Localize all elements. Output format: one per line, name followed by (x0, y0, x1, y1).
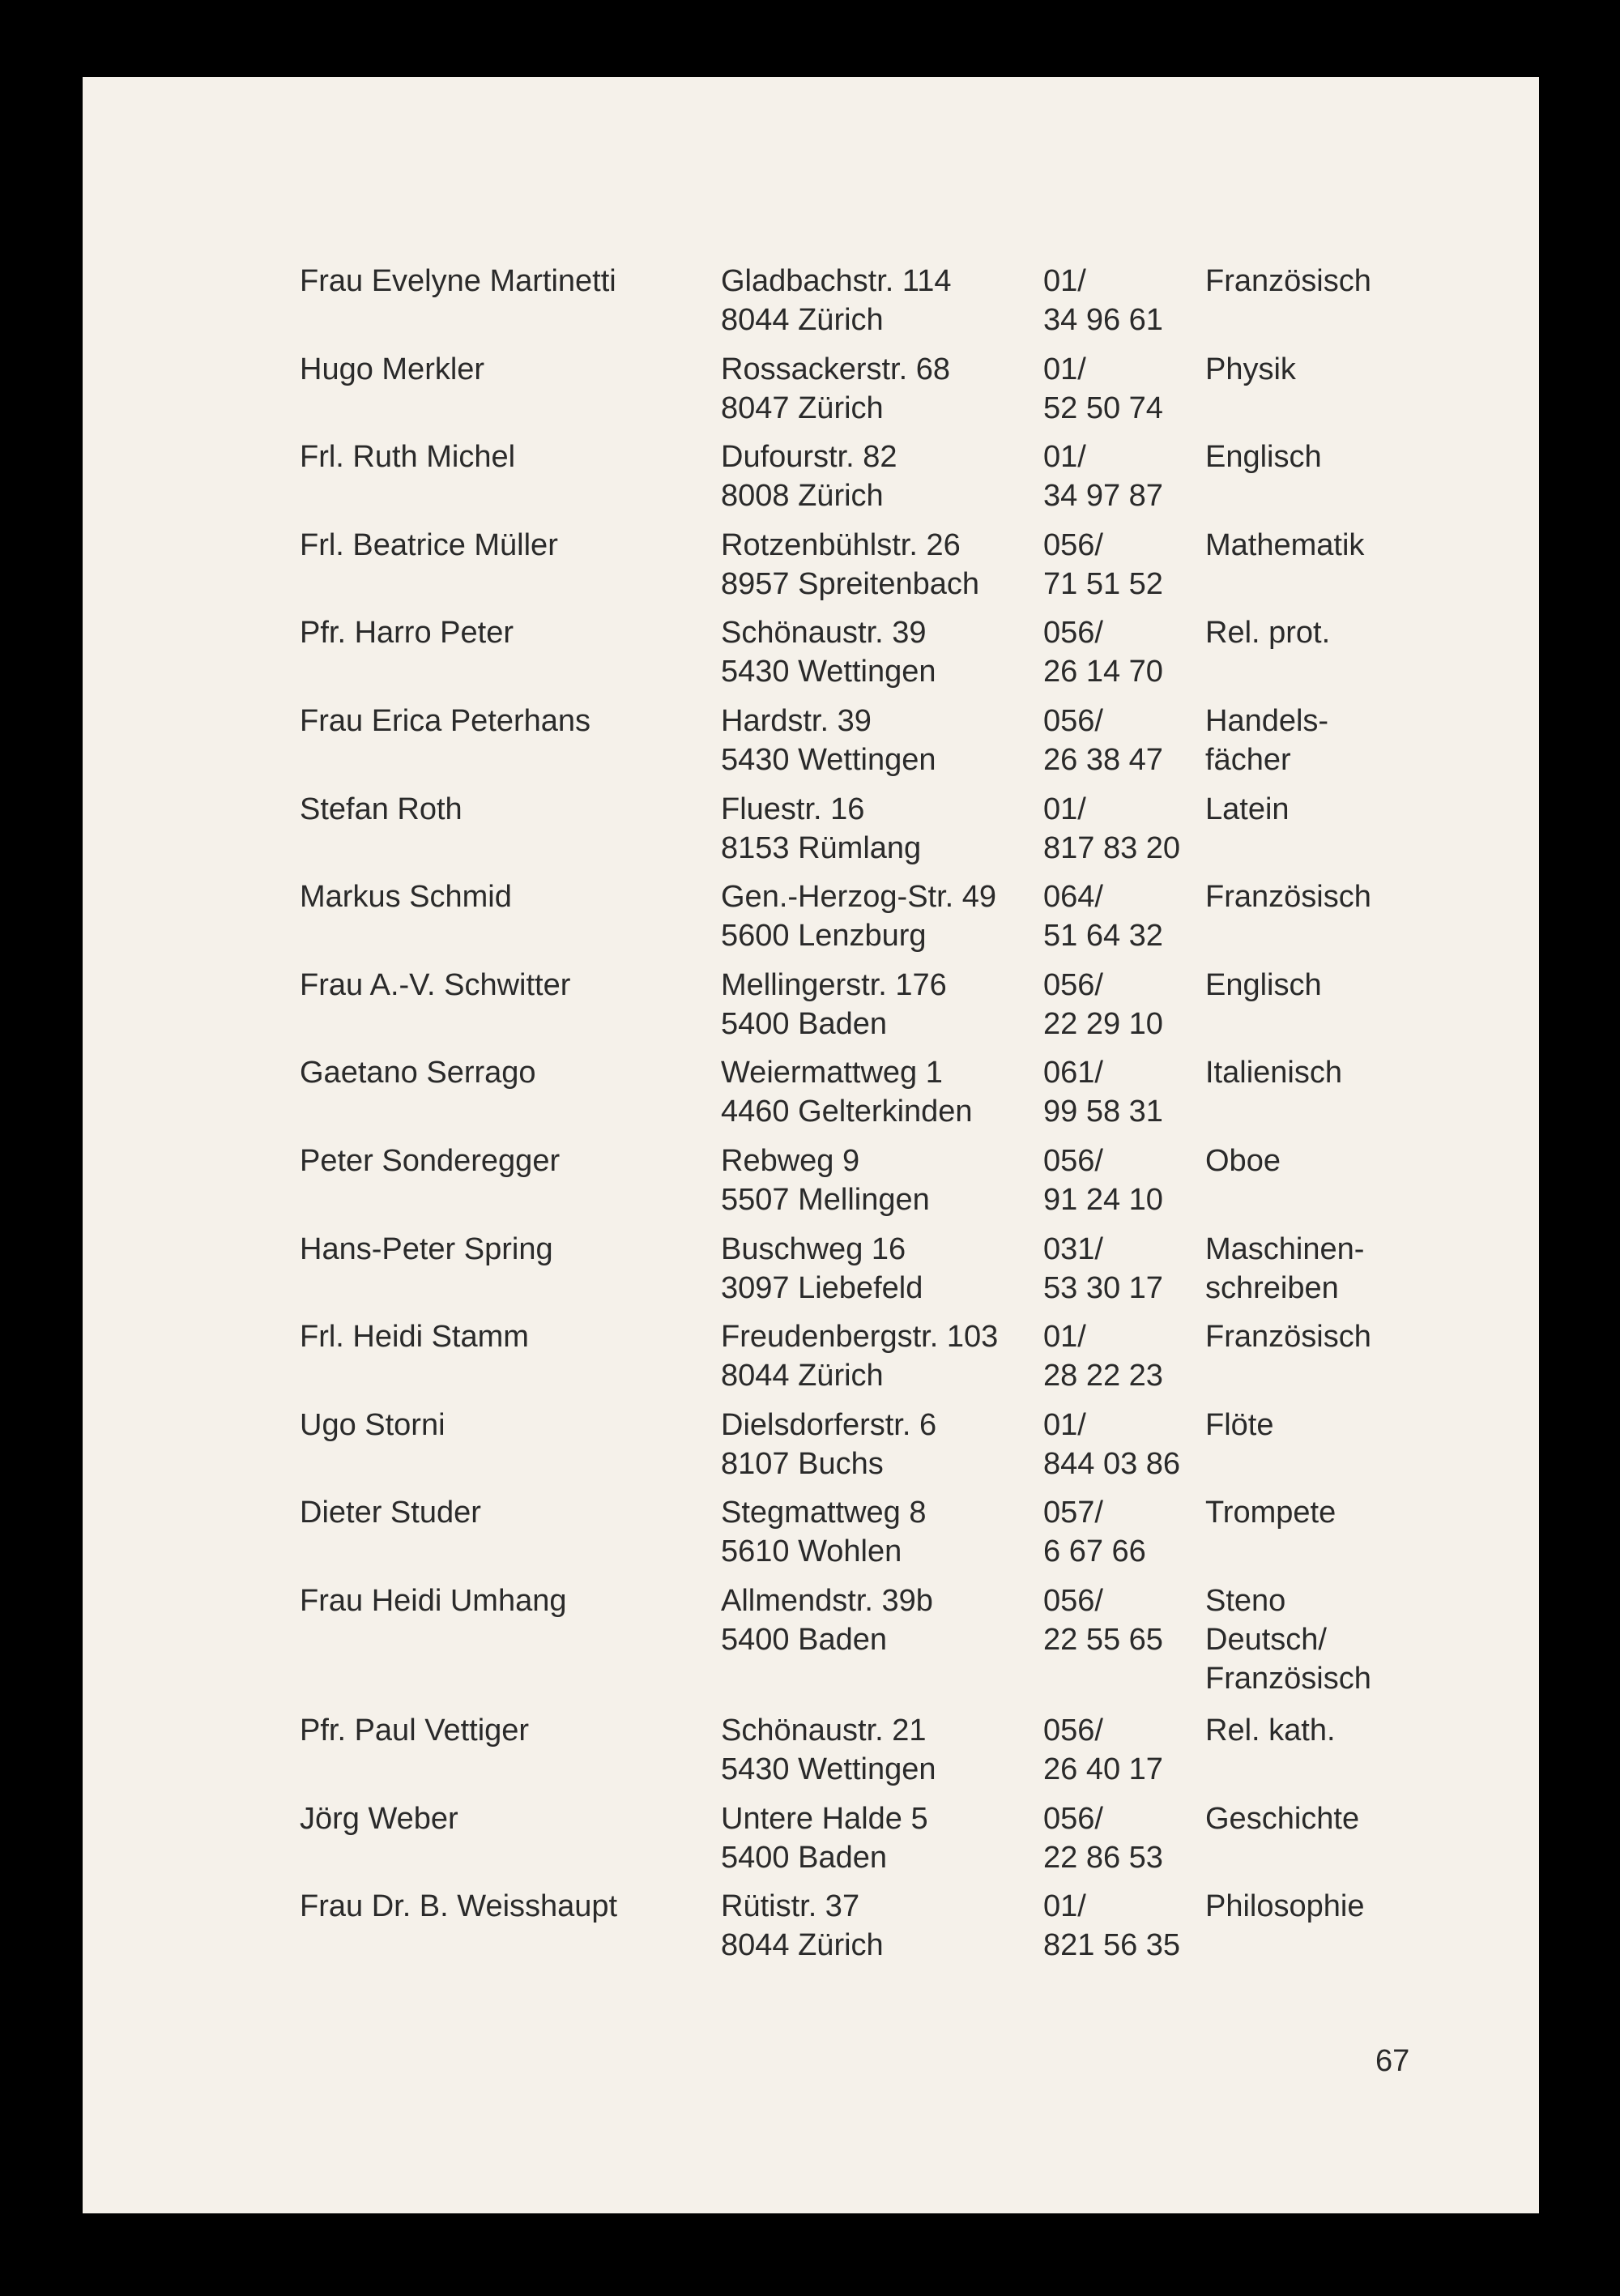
street-address: Schönaustr. 39 (721, 616, 927, 651)
subject-line: Englisch (1205, 967, 1322, 1002)
area-code: 056/ (1043, 703, 1103, 738)
street-address: Rütistr. 37 (721, 1889, 860, 1924)
postal-city: 8957 Spreitenbach (721, 566, 980, 601)
postal-city: 8153 Rümlang (721, 830, 922, 865)
directory-entry (300, 1711, 1515, 1799)
entry-address-cell (721, 1406, 936, 1483)
entry-subject-cell (1205, 1493, 1336, 1532)
entry-address-cell (721, 350, 950, 428)
street-address: Untere Halde 5 (721, 1801, 928, 1836)
directory-entry (300, 877, 1515, 966)
entry-subject-cell (1205, 1406, 1273, 1445)
subject-line: Flöte (1205, 1407, 1274, 1442)
street-address: Rossackerstr. 68 (721, 352, 950, 386)
postal-city: 8107 Buchs (721, 1446, 884, 1481)
entry-name-cell (300, 1493, 481, 1532)
phone-number: 99 58 31 (1043, 1095, 1163, 1129)
entry-phone-cell (1043, 526, 1163, 604)
subject-line: Oboe (1205, 1143, 1281, 1178)
document-page (83, 77, 1539, 2213)
entry-name-cell (300, 1317, 529, 1356)
entry-subject-cell (1205, 526, 1364, 565)
entry-name-cell (300, 350, 484, 389)
subject-line: Französisch (1205, 880, 1371, 915)
entry-name-cell (300, 1799, 458, 1838)
directory-entry (300, 790, 1515, 878)
subject-line: Steno (1205, 1583, 1286, 1618)
directory-entry (300, 1887, 1515, 1975)
area-code: 061/ (1043, 1056, 1103, 1090)
directory-entry (300, 437, 1515, 526)
area-code: 01/ (1043, 264, 1086, 298)
entry-phone-cell (1043, 1142, 1163, 1219)
phone-number: 22 86 53 (1043, 1840, 1163, 1875)
area-code: 01/ (1043, 352, 1086, 386)
entry-name-cell (300, 966, 570, 1005)
entry-subject-cell (1205, 1887, 1364, 1926)
subject-line: Philosophie (1205, 1889, 1365, 1924)
entry-name-cell (300, 790, 463, 829)
phone-number: 6 67 66 (1043, 1534, 1146, 1569)
entry-address-cell (721, 1711, 936, 1789)
area-code: 056/ (1043, 1143, 1103, 1178)
postal-city: 5610 Wohlen (721, 1534, 902, 1569)
entry-subject-cell (1205, 1799, 1359, 1838)
area-code: 01/ (1043, 1320, 1086, 1355)
entry-name-cell (300, 1887, 617, 1926)
entry-subject-cell (1205, 790, 1290, 829)
page-number: 67 (1375, 2044, 1410, 2078)
entry-name-cell (300, 613, 514, 652)
entry-address-cell (721, 877, 996, 955)
phone-number: 26 40 17 (1043, 1752, 1163, 1786)
subject-line: Handels- (1205, 703, 1329, 738)
directory-entry (300, 526, 1515, 614)
entry-address-cell (721, 1053, 973, 1131)
person-name: Stefan Roth (300, 792, 463, 826)
entry-subject-cell (1205, 1142, 1281, 1180)
street-address: Dielsdorferstr. 6 (721, 1407, 937, 1442)
entry-subject-cell (1205, 1711, 1336, 1750)
person-name: Dieter Studer (300, 1496, 481, 1530)
directory-entry (300, 613, 1515, 702)
entry-subject-cell (1205, 966, 1322, 1005)
entry-address-cell (721, 613, 936, 691)
area-code: 064/ (1043, 880, 1103, 915)
phone-number: 51 64 32 (1043, 919, 1163, 954)
postal-city: 4460 Gelterkinden (721, 1095, 973, 1129)
entry-phone-cell (1043, 1581, 1163, 1659)
entry-phone-cell (1043, 437, 1163, 515)
street-address: Gen.-Herzog-Str. 49 (721, 880, 997, 915)
entry-subject-cell (1205, 1317, 1371, 1356)
entry-phone-cell (1043, 877, 1163, 955)
entry-address-cell (721, 437, 897, 515)
entry-address-cell (721, 526, 979, 604)
subject-line: Deutsch/ (1205, 1622, 1327, 1657)
postal-city: 5430 Wettingen (721, 742, 936, 777)
area-code: 01/ (1043, 1889, 1086, 1924)
person-name: Ugo Storni (300, 1407, 446, 1442)
subject-line: Französisch (1205, 1320, 1371, 1355)
subject-line: fächer (1205, 742, 1291, 777)
street-address: Gladbachstr. 114 (721, 264, 952, 298)
street-address: Stegmattweg 8 (721, 1496, 927, 1530)
directory-entry (300, 702, 1515, 790)
person-name: Frau Heidi Umhang (300, 1583, 567, 1618)
phone-number: 34 96 61 (1043, 303, 1163, 337)
directory-entry (300, 1799, 1515, 1888)
entry-phone-cell (1043, 1230, 1163, 1308)
entry-address-cell (721, 790, 921, 868)
entry-subject-cell (1205, 1581, 1371, 1698)
directory-entry (300, 350, 1515, 438)
person-name: Markus Schmid (300, 880, 512, 915)
phone-number: 817 83 20 (1043, 830, 1181, 865)
entry-address-cell (721, 1581, 933, 1659)
entry-subject-cell (1205, 702, 1328, 779)
entry-phone-cell (1043, 613, 1163, 691)
person-name: Frl. Ruth Michel (300, 440, 516, 475)
subject-line: Französisch (1205, 1661, 1371, 1696)
area-code: 056/ (1043, 616, 1103, 651)
postal-city: 8044 Zürich (721, 1928, 884, 1963)
person-name: Hans-Peter Spring (300, 1231, 553, 1266)
entry-address-cell (721, 1799, 928, 1877)
entry-name-cell (300, 262, 616, 301)
area-code: 01/ (1043, 440, 1086, 475)
subject-line: Geschichte (1205, 1801, 1360, 1836)
directory-entry (300, 262, 1515, 350)
phone-number: 71 51 52 (1043, 566, 1163, 601)
directory-entry (300, 1053, 1515, 1142)
area-code: 031/ (1043, 1231, 1103, 1266)
postal-city: 5400 Baden (721, 1840, 887, 1875)
entry-phone-cell (1043, 1053, 1163, 1131)
area-code: 056/ (1043, 1801, 1103, 1836)
subject-line: Italienisch (1205, 1056, 1342, 1090)
person-name: Pfr. Paul Vettiger (300, 1713, 530, 1748)
street-address: Rebweg 9 (721, 1143, 860, 1178)
phone-number: 34 97 87 (1043, 479, 1163, 514)
person-name: Frau A.-V. Schwitter (300, 967, 571, 1002)
directory-entry (300, 1142, 1515, 1230)
postal-city: 3097 Liebefeld (721, 1270, 923, 1305)
directory-entry (300, 966, 1515, 1054)
subject-line: Rel. prot. (1205, 616, 1331, 651)
postal-city: 8044 Zürich (721, 1359, 884, 1393)
subject-line: Rel. kath. (1205, 1713, 1336, 1748)
street-address: Freudenbergstr. 103 (721, 1320, 999, 1355)
entry-name-cell (300, 702, 590, 740)
phone-number: 821 56 35 (1043, 1928, 1181, 1963)
street-address: Weiermattweg 1 (721, 1056, 943, 1090)
subject-line: Mathematik (1205, 527, 1365, 562)
phone-number: 26 14 70 (1043, 655, 1163, 689)
entry-phone-cell (1043, 262, 1163, 339)
subject-line: Latein (1205, 792, 1290, 826)
person-name: Frau Erica Peterhans (300, 703, 591, 738)
entry-name-cell (300, 1581, 566, 1620)
area-code: 056/ (1043, 1583, 1103, 1618)
entry-phone-cell (1043, 350, 1163, 428)
area-code: 056/ (1043, 1713, 1103, 1748)
entry-name-cell (300, 877, 512, 916)
entry-subject-cell (1205, 613, 1330, 652)
entry-name-cell (300, 1230, 553, 1269)
person-name: Frau Evelyne Martinetti (300, 264, 616, 298)
area-code: 01/ (1043, 1407, 1086, 1442)
street-address: Allmendstr. 39b (721, 1583, 933, 1618)
area-code: 056/ (1043, 967, 1103, 1002)
directory-entry (300, 1230, 1515, 1318)
street-address: Hardstr. 39 (721, 703, 872, 738)
entry-name-cell (300, 1142, 560, 1180)
entry-address-cell (721, 702, 936, 779)
entry-address-cell (721, 966, 947, 1043)
entry-address-cell (721, 1493, 926, 1571)
phone-number: 844 03 86 (1043, 1446, 1181, 1481)
postal-city: 8047 Zürich (721, 390, 884, 425)
entry-subject-cell (1205, 437, 1322, 476)
entry-address-cell (721, 1230, 923, 1308)
entry-subject-cell (1205, 1053, 1342, 1092)
postal-city: 5430 Wettingen (721, 655, 936, 689)
entry-phone-cell (1043, 1887, 1180, 1965)
subject-line: Französisch (1205, 264, 1371, 298)
entry-subject-cell (1205, 877, 1371, 916)
entry-name-cell (300, 526, 558, 565)
phone-number: 28 22 23 (1043, 1359, 1163, 1393)
subject-line: Trompete (1205, 1496, 1336, 1530)
postal-city: 8008 Zürich (721, 479, 884, 514)
entry-phone-cell (1043, 790, 1180, 868)
area-code: 057/ (1043, 1496, 1103, 1530)
entry-phone-cell (1043, 1799, 1163, 1877)
postal-city: 5400 Baden (721, 1622, 887, 1657)
street-address: Rotzenbühlstr. 26 (721, 527, 961, 562)
directory-entry (300, 1581, 1515, 1711)
person-name: Peter Sonderegger (300, 1143, 561, 1178)
person-name: Frl. Beatrice Müller (300, 527, 558, 562)
entry-subject-cell (1205, 350, 1296, 389)
entry-phone-cell (1043, 1406, 1180, 1483)
phone-number: 91 24 10 (1043, 1182, 1163, 1217)
entry-address-cell (721, 1317, 998, 1395)
entry-name-cell (300, 437, 515, 476)
postal-city: 5507 Mellingen (721, 1182, 930, 1217)
street-address: Buschweg 16 (721, 1231, 906, 1266)
entry-phone-cell (1043, 1493, 1146, 1571)
subject-line: Englisch (1205, 440, 1322, 475)
postal-city: 5600 Lenzburg (721, 919, 927, 954)
person-name: Jörg Weber (300, 1801, 458, 1836)
postal-city: 8044 Zürich (721, 303, 884, 337)
directory-entry (300, 1493, 1515, 1581)
street-address: Mellingerstr. 176 (721, 967, 947, 1002)
area-code: 01/ (1043, 792, 1086, 826)
entry-address-cell (721, 1142, 930, 1219)
entry-phone-cell (1043, 702, 1163, 779)
person-name: Pfr. Harro Peter (300, 616, 514, 651)
entry-phone-cell (1043, 1317, 1163, 1395)
person-name: Frl. Heidi Stamm (300, 1320, 529, 1355)
entry-name-cell (300, 1053, 536, 1092)
phone-number: 26 38 47 (1043, 742, 1163, 777)
area-code: 056/ (1043, 527, 1103, 562)
street-address: Dufourstr. 82 (721, 440, 897, 475)
entry-address-cell (721, 1887, 884, 1965)
phone-number: 22 29 10 (1043, 1006, 1163, 1041)
subject-line: schreiben (1205, 1270, 1339, 1305)
entry-phone-cell (1043, 966, 1163, 1043)
entry-name-cell (300, 1711, 529, 1750)
directory-entry (300, 1406, 1515, 1494)
subject-line: Maschinen- (1205, 1231, 1365, 1266)
person-name: Hugo Merkler (300, 352, 485, 386)
postal-city: 5400 Baden (721, 1006, 887, 1041)
subject-line: Physik (1205, 352, 1296, 386)
entry-subject-cell (1205, 262, 1371, 301)
person-name: Gaetano Serrago (300, 1056, 536, 1090)
person-name: Frau Dr. B. Weisshaupt (300, 1889, 618, 1924)
entry-phone-cell (1043, 1711, 1163, 1789)
teacher-directory (300, 262, 1515, 1975)
phone-number: 52 50 74 (1043, 390, 1163, 425)
entry-name-cell (300, 1406, 446, 1445)
phone-number: 22 55 65 (1043, 1622, 1163, 1657)
street-address: Schönaustr. 21 (721, 1713, 927, 1748)
street-address: Fluestr. 16 (721, 792, 865, 826)
postal-city: 5430 Wettingen (721, 1752, 936, 1786)
entry-subject-cell (1205, 1230, 1364, 1308)
directory-entry (300, 1317, 1515, 1406)
phone-number: 53 30 17 (1043, 1270, 1163, 1305)
entry-address-cell (721, 262, 951, 339)
